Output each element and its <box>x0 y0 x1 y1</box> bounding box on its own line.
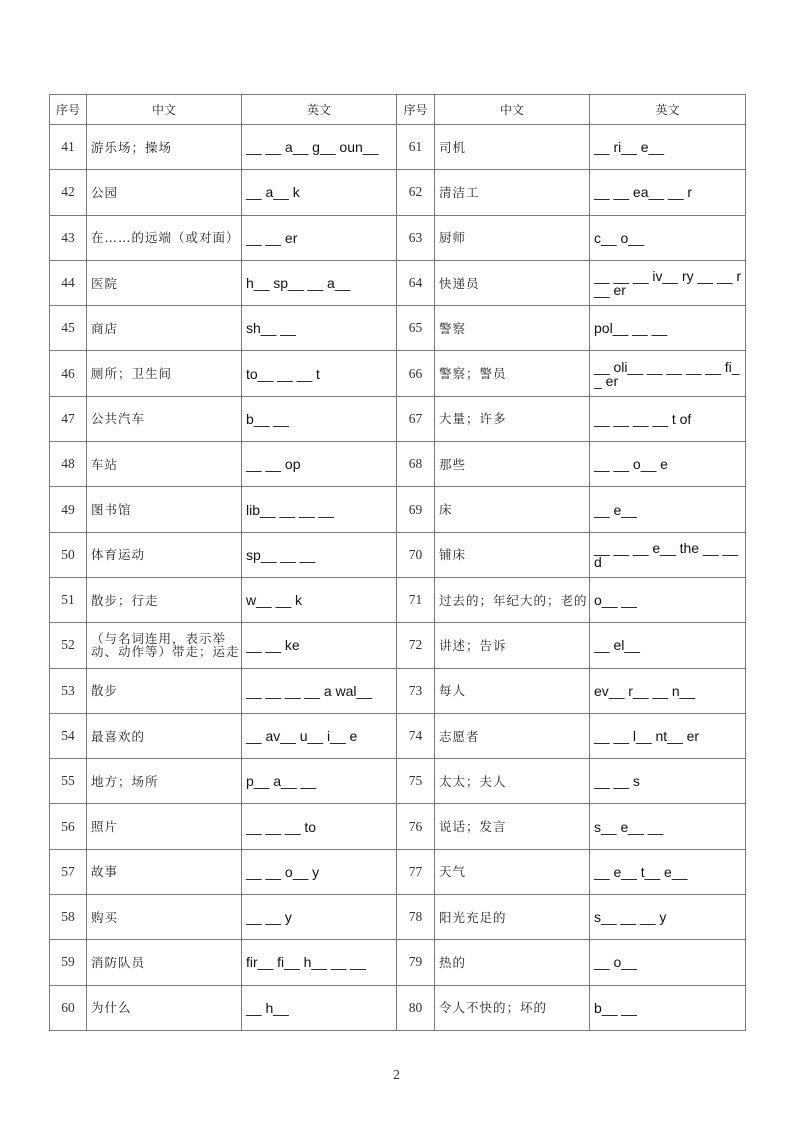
entry-english-blank: to__ __ __ t <box>242 351 397 396</box>
entry-english-blank: s__ e__ __ <box>590 804 746 849</box>
entry-english-blank: __ oli__ __ __ __ __ fi__ er <box>590 351 746 396</box>
entry-english-blank: __ __ __ to <box>242 804 397 849</box>
entry-number: 79 <box>397 940 435 985</box>
entry-chinese: 床 <box>435 487 590 532</box>
entry-english-blank: s__ __ __ y <box>590 895 746 940</box>
table-row <box>50 396 746 441</box>
entry-number: 52 <box>50 623 87 668</box>
entry-chinese: （与名词连用，表示举动、动作等）带走；运走 <box>87 623 242 668</box>
entry-english-blank: __ __ l__ nt__ er <box>590 713 746 758</box>
entry-chinese: 太太；夫人 <box>435 759 590 804</box>
table-row <box>50 170 746 215</box>
entry-number: 50 <box>50 532 87 577</box>
entry-chinese: 警察；警员 <box>435 351 590 396</box>
entry-english-blank: __ e__ <box>590 487 746 532</box>
entry-chinese: 车站 <box>87 442 242 487</box>
entry-english-blank: __ __ __ e__ the __ __ d <box>590 532 746 577</box>
entry-chinese: 公共汽车 <box>87 396 242 441</box>
entry-chinese: 令人不快的；坏的 <box>435 985 590 1030</box>
entry-chinese: 厨师 <box>435 215 590 260</box>
entry-chinese: 大量；许多 <box>435 396 590 441</box>
entry-english-blank: o__ __ <box>590 577 746 622</box>
entry-number: 75 <box>397 759 435 804</box>
entry-english-blank: __ __ o__ e <box>590 442 746 487</box>
entry-chinese: 铺床 <box>435 532 590 577</box>
entry-english-blank: fir__ fi__ h__ __ __ <box>242 940 397 985</box>
entry-english-blank: h__ sp__ __ a__ <box>242 260 397 305</box>
entry-chinese: 每人 <box>435 668 590 713</box>
entry-number: 48 <box>50 442 87 487</box>
entry-chinese: 清洁工 <box>435 170 590 215</box>
entry-chinese: 购买 <box>87 895 242 940</box>
entry-number: 74 <box>397 713 435 758</box>
entry-number: 66 <box>397 351 435 396</box>
table-row <box>50 668 746 713</box>
table-row <box>50 940 746 985</box>
entry-number: 76 <box>397 804 435 849</box>
table-header-row <box>50 95 746 125</box>
table-row <box>50 125 746 170</box>
entry-number: 45 <box>50 306 87 351</box>
table-body <box>50 125 746 1031</box>
entry-chinese: 警察 <box>435 306 590 351</box>
entry-chinese: 散步；行走 <box>87 577 242 622</box>
entry-number: 80 <box>397 985 435 1030</box>
entry-english-blank: __ __ o__ y <box>242 849 397 894</box>
entry-chinese: 那些 <box>435 442 590 487</box>
entry-english-blank: ev__ r__ __ n__ <box>590 668 746 713</box>
header-number-right: 序号 <box>397 95 435 125</box>
table-row <box>50 306 746 351</box>
entry-number: 69 <box>397 487 435 532</box>
entry-number: 78 <box>397 895 435 940</box>
entry-english-blank: p__ a__ __ <box>242 759 397 804</box>
entry-chinese: 为什么 <box>87 985 242 1030</box>
entry-english-blank: c__ o__ <box>590 215 746 260</box>
entry-number: 42 <box>50 170 87 215</box>
entry-number: 59 <box>50 940 87 985</box>
entry-number: 46 <box>50 351 87 396</box>
entry-english-blank: __ __ ea__ __ r <box>590 170 746 215</box>
entry-chinese: 散步 <box>87 668 242 713</box>
entry-chinese: 图书馆 <box>87 487 242 532</box>
entry-english-blank: __ ri__ e__ <box>590 125 746 170</box>
entry-chinese: 天气 <box>435 849 590 894</box>
entry-english-blank: __ __ op <box>242 442 397 487</box>
table-row <box>50 895 746 940</box>
table-row <box>50 532 746 577</box>
entry-chinese: 医院 <box>87 260 242 305</box>
entry-english-blank: sh__ __ <box>242 306 397 351</box>
entry-english-blank: __ __ s <box>590 759 746 804</box>
entry-chinese: 体育运动 <box>87 532 242 577</box>
header-english-right: 英文 <box>590 95 746 125</box>
entry-chinese: 最喜欢的 <box>87 713 242 758</box>
entry-number: 72 <box>397 623 435 668</box>
table-row <box>50 487 746 532</box>
entry-number: 68 <box>397 442 435 487</box>
entry-number: 51 <box>50 577 87 622</box>
entry-number: 44 <box>50 260 87 305</box>
table-row <box>50 215 746 260</box>
entry-number: 56 <box>50 804 87 849</box>
entry-english-blank: w__ __ k <box>242 577 397 622</box>
header-chinese-left: 中文 <box>87 95 242 125</box>
entry-number: 49 <box>50 487 87 532</box>
entry-number: 41 <box>50 125 87 170</box>
entry-number: 77 <box>397 849 435 894</box>
entry-chinese: 游乐场；操场 <box>87 125 242 170</box>
entry-english-blank: __ __ y <box>242 895 397 940</box>
entry-number: 43 <box>50 215 87 260</box>
entry-number: 61 <box>397 125 435 170</box>
entry-english-blank: __ __ __ __ a wal__ <box>242 668 397 713</box>
entry-number: 55 <box>50 759 87 804</box>
entry-number: 47 <box>50 396 87 441</box>
entry-english-blank: __ __ __ __ t of <box>590 396 746 441</box>
entry-chinese: 故事 <box>87 849 242 894</box>
entry-english-blank: __ __ a__ g__ oun__ <box>242 125 397 170</box>
entry-english-blank: __ a__ k <box>242 170 397 215</box>
entry-english-blank: __ el__ <box>590 623 746 668</box>
header-chinese-right: 中文 <box>435 95 590 125</box>
table-row <box>50 985 746 1030</box>
entry-english-blank: __ o__ <box>590 940 746 985</box>
entry-number: 63 <box>397 215 435 260</box>
entry-english-blank: __ __ er <box>242 215 397 260</box>
entry-chinese: 快递员 <box>435 260 590 305</box>
entry-chinese: 司机 <box>435 125 590 170</box>
table-row <box>50 577 746 622</box>
entry-chinese: 公园 <box>87 170 242 215</box>
entry-number: 65 <box>397 306 435 351</box>
entry-number: 60 <box>50 985 87 1030</box>
entry-chinese: 阳光充足的 <box>435 895 590 940</box>
entry-number: 67 <box>397 396 435 441</box>
entry-number: 57 <box>50 849 87 894</box>
entry-chinese: 地方；场所 <box>87 759 242 804</box>
table-row <box>50 442 746 487</box>
table-row <box>50 713 746 758</box>
entry-number: 71 <box>397 577 435 622</box>
entry-chinese: 过去的；年纪大的；老的 <box>435 577 590 622</box>
entry-english-blank: b__ __ <box>590 985 746 1030</box>
vocabulary-table <box>49 94 746 1031</box>
entry-english-blank: __ av__ u__ i__ e <box>242 713 397 758</box>
table-row <box>50 260 746 305</box>
header-number-left: 序号 <box>50 95 87 125</box>
entry-number: 54 <box>50 713 87 758</box>
entry-chinese: 在……的远端（或对面） <box>87 215 242 260</box>
entry-chinese: 说话；发言 <box>435 804 590 849</box>
table-row <box>50 759 746 804</box>
entry-english-blank: b__ __ <box>242 396 397 441</box>
entry-english-blank: sp__ __ __ <box>242 532 397 577</box>
table-row <box>50 849 746 894</box>
table-row <box>50 623 746 668</box>
entry-chinese: 照片 <box>87 804 242 849</box>
entry-number: 73 <box>397 668 435 713</box>
entry-english-blank: lib__ __ __ __ <box>242 487 397 532</box>
entry-number: 53 <box>50 668 87 713</box>
table-row <box>50 804 746 849</box>
table-row <box>50 351 746 396</box>
entry-chinese: 讲述；告诉 <box>435 623 590 668</box>
entry-english-blank: pol__ __ __ <box>590 306 746 351</box>
entry-chinese: 热的 <box>435 940 590 985</box>
entry-english-blank: __ e__ t__ e__ <box>590 849 746 894</box>
entry-chinese: 商店 <box>87 306 242 351</box>
entry-number: 62 <box>397 170 435 215</box>
entry-chinese: 志愿者 <box>435 713 590 758</box>
entry-english-blank: __ h__ <box>242 985 397 1030</box>
entry-number: 58 <box>50 895 87 940</box>
entry-number: 64 <box>397 260 435 305</box>
entry-number: 70 <box>397 532 435 577</box>
entry-english-blank: __ __ ke <box>242 623 397 668</box>
entry-chinese: 厕所；卫生间 <box>87 351 242 396</box>
entry-english-blank: __ __ __ iv__ ry __ __ r__ er <box>590 260 746 305</box>
entry-chinese: 消防队员 <box>87 940 242 985</box>
page-number: 2 <box>393 1068 400 1083</box>
header-english-left: 英文 <box>242 95 397 125</box>
